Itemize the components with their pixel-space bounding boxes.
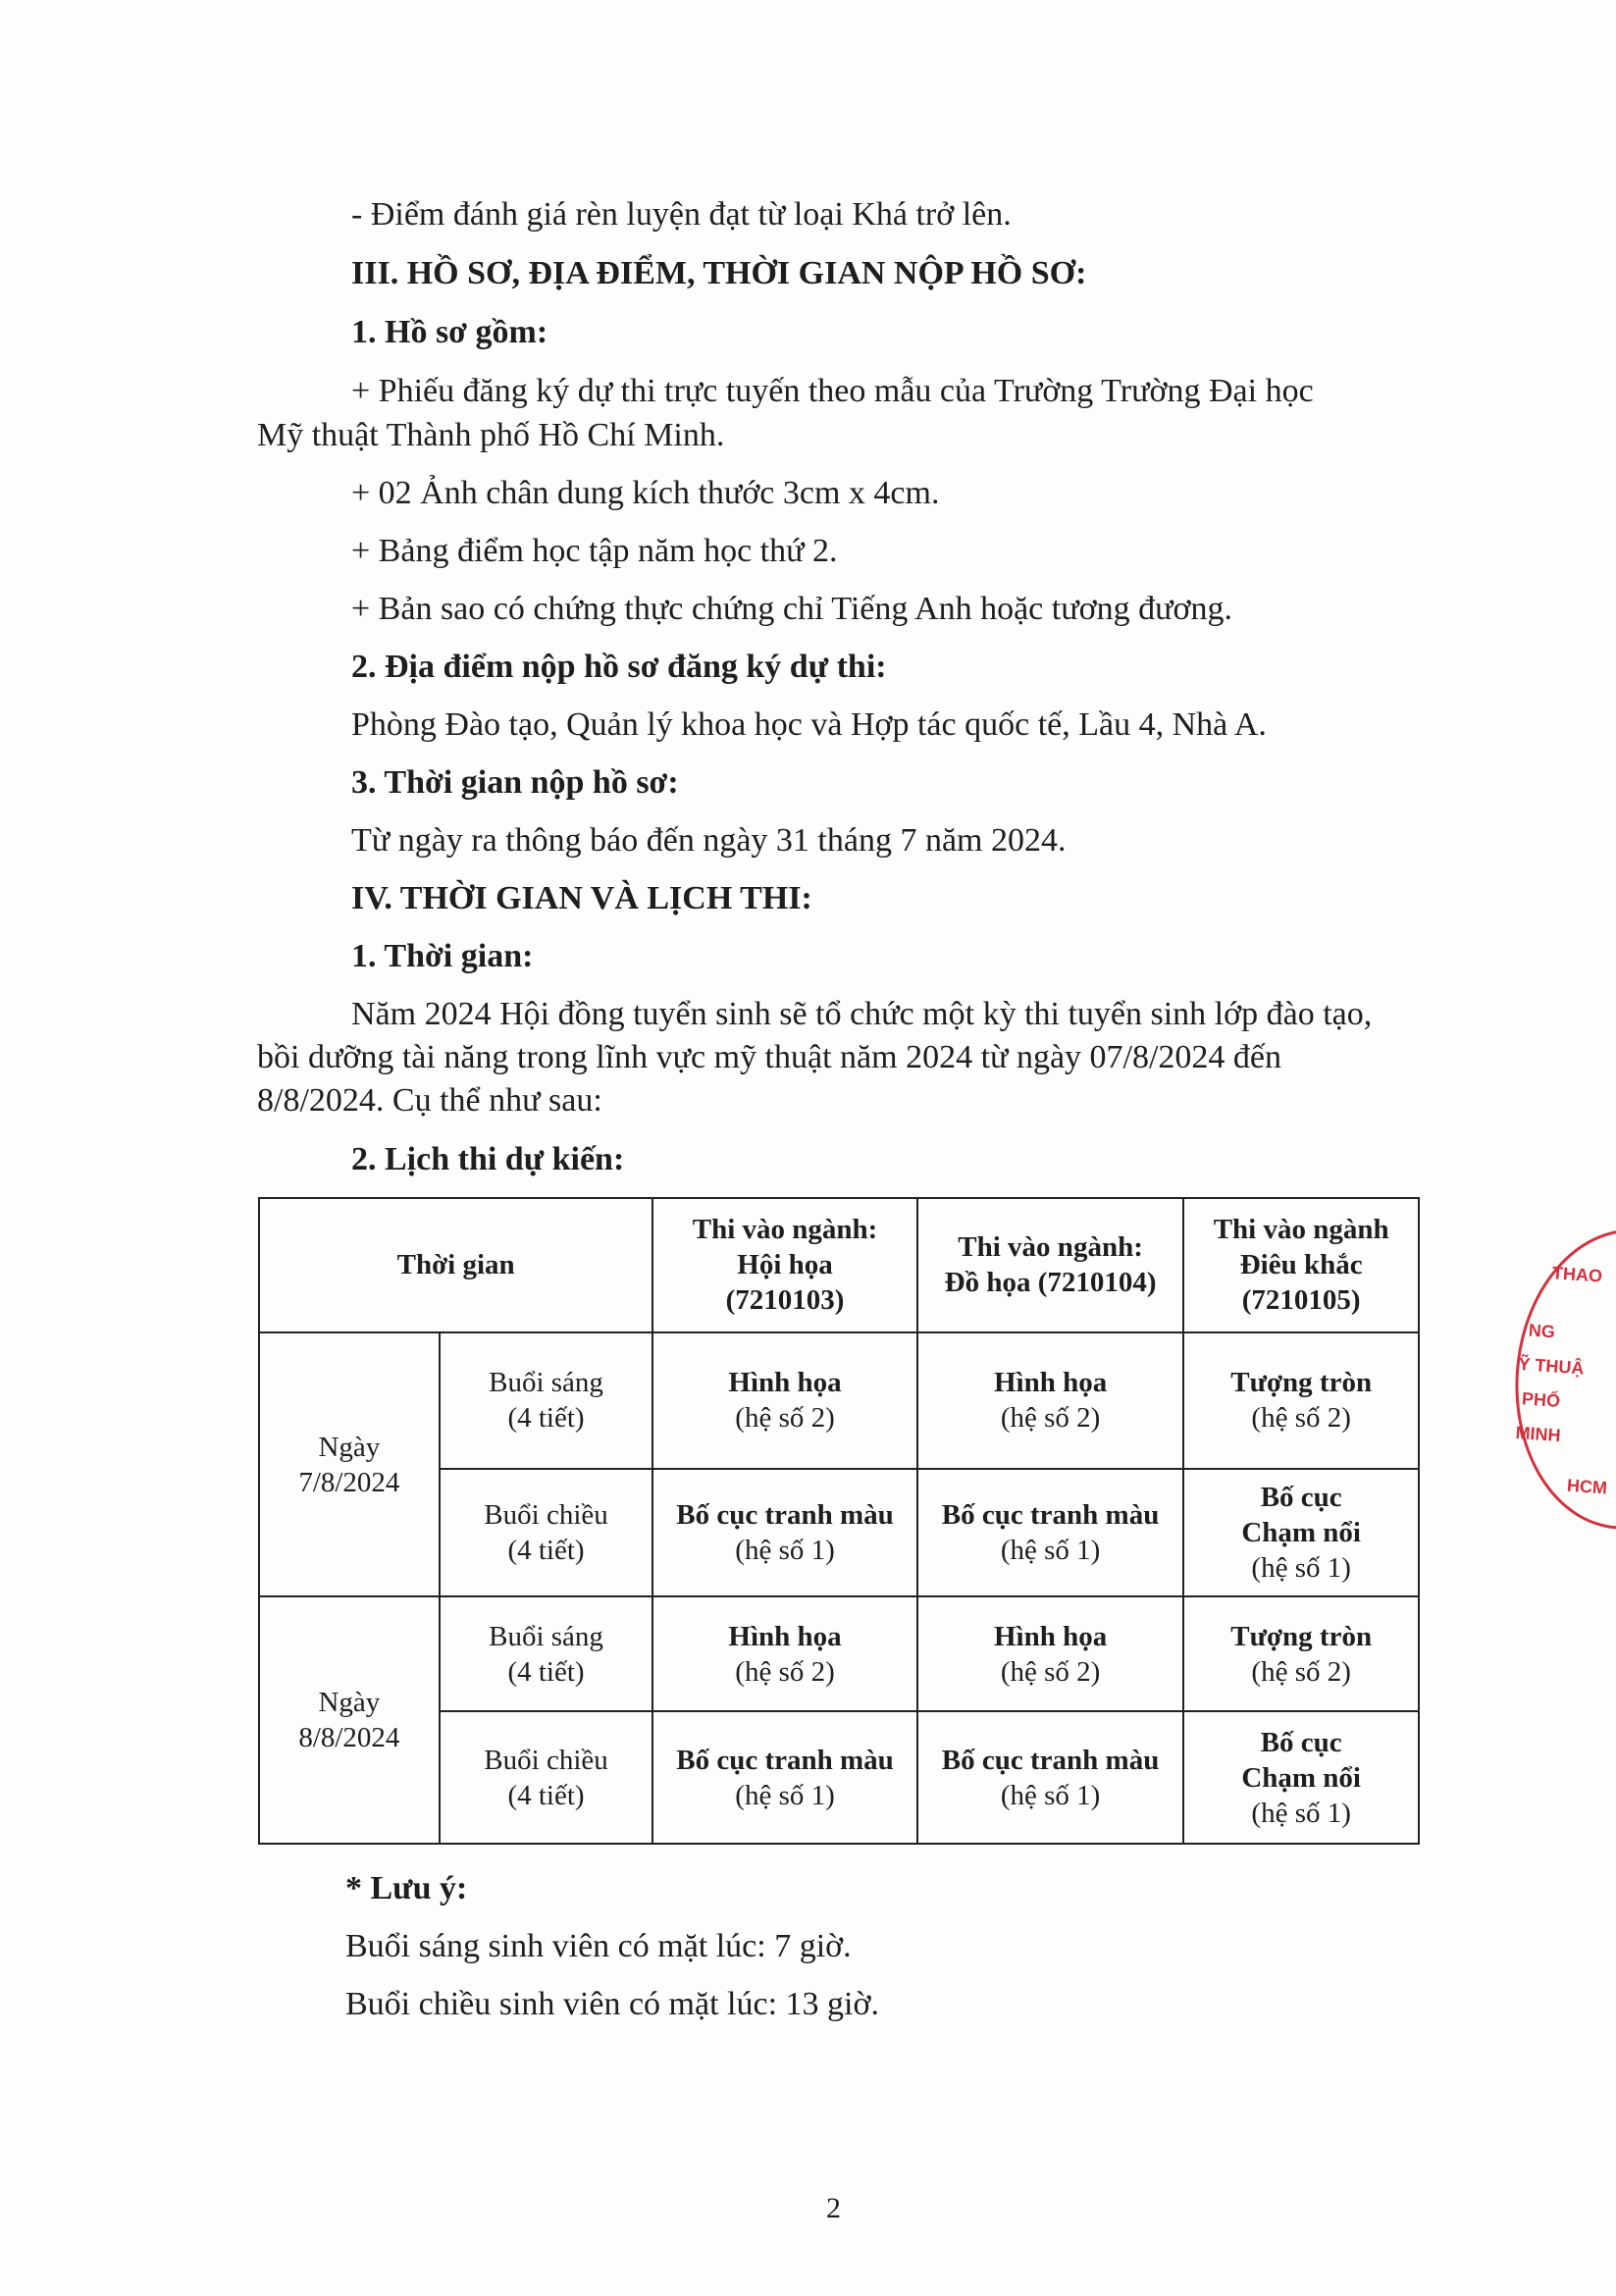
subject-cell: Hình họa (hệ số 2) <box>652 1596 917 1711</box>
page-number: 2 <box>826 2192 841 2224</box>
subject-cell: Bố cục tranh màu (hệ số 1) <box>917 1469 1184 1597</box>
header-sculpture: Thi vào ngành Điêu khắc (7210105) <box>1183 1198 1419 1332</box>
subheading-schedule: 2. Lịch thi dự kiến: <box>351 1141 625 1177</box>
subheading-location: 2. Địa điểm nộp hồ sơ đăng ký dự thi: <box>351 649 887 685</box>
heading-section-4: IV. THỜI GIAN VÀ LỊCH THI: <box>351 880 812 916</box>
subject-cell: Bố cục Chạm nổi (hệ số 1) <box>1183 1469 1419 1597</box>
header-painting: Thi vào ngành: Hội họa (7210103) <box>652 1198 917 1332</box>
item-registration-form-cont: Mỹ thuật Thành phố Hồ Chí Minh. <box>257 417 725 453</box>
item-transcript: + Bảng điểm học tập năm học thứ 2. <box>351 533 838 569</box>
subheading-deadline: 3. Thời gian nộp hồ sơ: <box>351 764 679 801</box>
subject-cell: Bố cục Chạm nổi (hệ số 1) <box>1183 1711 1419 1844</box>
subject-cell: Hình họa (hệ số 2) <box>917 1332 1184 1469</box>
paragraph-deadline: Từ ngày ra thông báo đến ngày 31 tháng 7 năm 2024. <box>351 822 1067 859</box>
session-cell: Buổi sáng (4 tiết) <box>440 1596 653 1711</box>
note-afternoon: Buổi chiều sinh viên có mặt lúc: 13 giờ. <box>345 1986 879 2022</box>
table-row <box>259 1596 1419 1711</box>
item-registration-form: + Phiếu đăng ký dự thi trực tuyến theo mẫu của Trường Trường Đại học <box>351 373 1314 409</box>
subject-cell: Hình họa (hệ số 2) <box>652 1332 917 1469</box>
date-cell: Ngày 7/8/2024 <box>259 1332 440 1597</box>
item-photos: + 02 Ảnh chân dung kích thước 3cm x 4cm. <box>351 475 940 511</box>
subject-cell: Bố cục tranh màu (hệ số 1) <box>652 1469 917 1597</box>
paragraph-conduct: - Điểm đánh giá rèn luyện đạt từ loại Khá trở lên. <box>351 196 1012 233</box>
table-row <box>259 1332 1419 1469</box>
subject-cell: Tượng tròn (hệ số 2) <box>1183 1332 1419 1469</box>
official-seal-stamp: THAO NG Ỹ THUẬ PHỐ MINH HCM <box>1506 1222 1616 1526</box>
paragraph-time-line2: bồi dưỡng tài năng trong lĩnh vực mỹ thuật năm 2024 từ ngày 07/8/2024 đến <box>257 1039 1282 1075</box>
item-english-certificate: + Bản sao có chứng thực chứng chỉ Tiếng Anh hoặc tương đương. <box>351 591 1233 627</box>
header-time: Thời gian <box>259 1198 652 1332</box>
heading-section-3: III. HỒ SƠ, ĐỊA ĐIỂM, THỜI GIAN NỘP HỒ SƠ: <box>351 255 1087 291</box>
subject-cell: Bố cục tranh màu (hệ số 1) <box>652 1711 917 1844</box>
exam-schedule-table <box>258 1197 1420 1845</box>
session-cell: Buổi chiều (4 tiết) <box>440 1711 653 1844</box>
subheading-time: 1. Thời gian: <box>351 938 534 974</box>
session-cell: Buổi sáng (4 tiết) <box>440 1332 653 1469</box>
session-cell: Buổi chiều (4 tiết) <box>440 1469 653 1597</box>
paragraph-time-line3: 8/8/2024. Cụ thể như sau: <box>257 1082 602 1119</box>
subject-cell: Bố cục tranh màu (hệ số 1) <box>917 1711 1184 1844</box>
paragraph-location: Phòng Đào tạo, Quản lý khoa học và Hợp tác quốc tế, Lầu 4, Nhà A. <box>351 706 1267 743</box>
header-graphics: Thi vào ngành: Đồ họa (7210104) <box>917 1198 1184 1332</box>
subject-cell: Tượng tròn (hệ số 2) <box>1183 1596 1419 1711</box>
table-header-row <box>259 1198 1419 1332</box>
note-morning: Buổi sáng sinh viên có mặt lúc: 7 giờ. <box>345 1928 852 1964</box>
subheading-documents: 1. Hồ sơ gồm: <box>351 314 548 350</box>
subject-cell: Hình họa (hệ số 2) <box>917 1596 1184 1711</box>
date-cell: Ngày 8/8/2024 <box>259 1596 440 1844</box>
paragraph-time-line1: Năm 2024 Hội đồng tuyển sinh sẽ tổ chức một kỳ thi tuyển sinh lớp đào tạo, <box>351 996 1373 1032</box>
note-title: * Lưu ý: <box>345 1870 468 1906</box>
